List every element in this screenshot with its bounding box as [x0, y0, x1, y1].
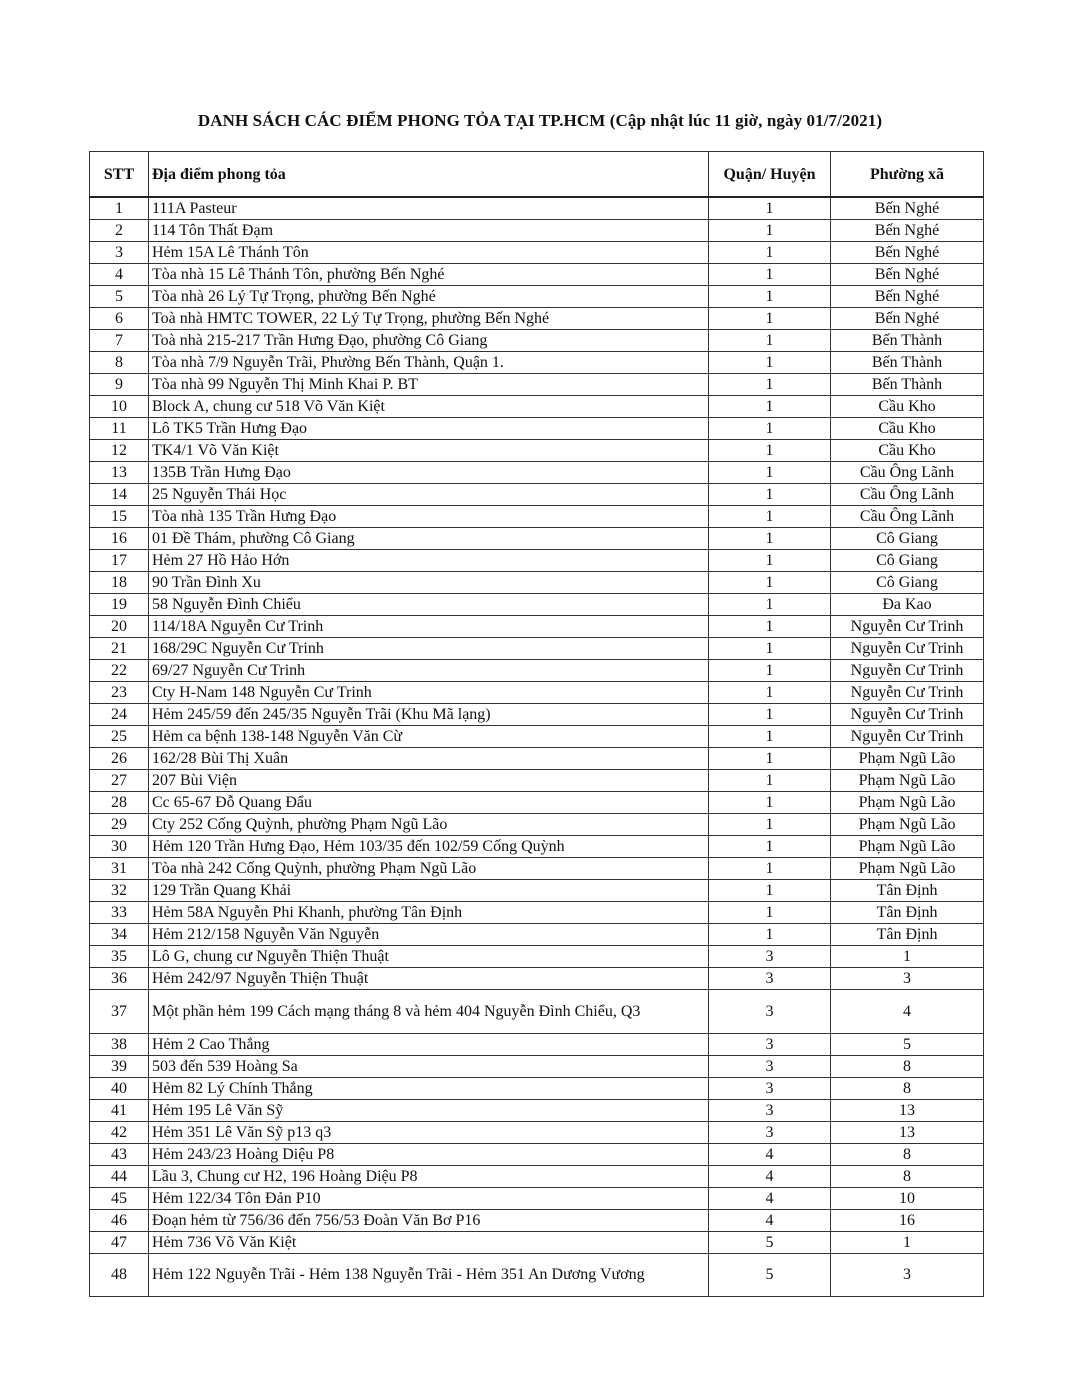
cell-ward: Phạm Ngũ Lão [831, 835, 984, 857]
table-row [90, 615, 984, 637]
table-body [90, 197, 984, 1296]
cell-district: 1 [709, 615, 831, 637]
table-row [90, 329, 984, 351]
cell-district: 1 [709, 593, 831, 615]
cell-location: 90 Trần Đình Xu [149, 571, 709, 593]
table-row [90, 483, 984, 505]
cell-stt: 38 [90, 1033, 149, 1055]
cell-location: Lô G, chung cư Nguyễn Thiện Thuật [149, 945, 709, 967]
cell-location: Hẻm 242/97 Nguyễn Thiện Thuật [149, 967, 709, 989]
cell-location: Đoạn hẻm từ 756/36 đến 756/53 Đoàn Văn Bơ P16 [149, 1209, 709, 1231]
cell-stt: 32 [90, 879, 149, 901]
cell-location: 111A Pasteur [149, 197, 709, 219]
table-row [90, 1209, 984, 1231]
cell-location: 168/29C Nguyễn Cư Trinh [149, 637, 709, 659]
cell-stt: 30 [90, 835, 149, 857]
cell-ward: Phạm Ngũ Lão [831, 791, 984, 813]
cell-location: Hẻm ca bệnh 138-148 Nguyễn Văn Cừ [149, 725, 709, 747]
cell-district: 1 [709, 549, 831, 571]
table-row [90, 285, 984, 307]
cell-district: 1 [709, 703, 831, 725]
cell-stt: 15 [90, 505, 149, 527]
cell-district: 3 [709, 1055, 831, 1077]
cell-stt: 9 [90, 373, 149, 395]
cell-ward: Bến Thành [831, 373, 984, 395]
cell-stt: 47 [90, 1231, 149, 1253]
cell-location: Hẻm 195 Lê Văn Sỹ [149, 1099, 709, 1121]
cell-location: 58 Nguyễn Đình Chiểu [149, 593, 709, 615]
cell-district: 1 [709, 285, 831, 307]
cell-ward: Cô Giang [831, 571, 984, 593]
cell-stt: 25 [90, 725, 149, 747]
header-district: Quận/ Huyện [709, 152, 831, 198]
cell-district: 3 [709, 1121, 831, 1143]
cell-location: Lầu 3, Chung cư H2, 196 Hoàng Diệu P8 [149, 1165, 709, 1187]
cell-stt: 29 [90, 813, 149, 835]
page-title: DANH SÁCH CÁC ĐIỂM PHONG TỎA TẠI TP.HCM (Cập nhật lúc 11 giờ, ngày 01/7/2021) [197, 111, 883, 130]
cell-ward: 1 [831, 945, 984, 967]
cell-location: Tòa nhà 26 Lý Tự Trọng, phường Bến Nghé [149, 285, 709, 307]
cell-stt: 36 [90, 967, 149, 989]
cell-ward: Phạm Ngũ Lão [831, 769, 984, 791]
cell-location: Hẻm 15A Lê Thánh Tôn [149, 241, 709, 263]
cell-district: 3 [709, 967, 831, 989]
table-row [90, 703, 984, 725]
table-row [90, 791, 984, 813]
table-row [90, 417, 984, 439]
lockdown-table [89, 151, 984, 1297]
table-row [90, 351, 984, 373]
cell-district: 3 [709, 945, 831, 967]
cell-district: 1 [709, 329, 831, 351]
table-row [90, 439, 984, 461]
cell-ward: Cầu Ông Lãnh [831, 505, 984, 527]
cell-ward: Nguyễn Cư Trinh [831, 681, 984, 703]
cell-stt: 23 [90, 681, 149, 703]
cell-location: Cty H-Nam 148 Nguyễn Cư Trinh [149, 681, 709, 703]
cell-district: 1 [709, 769, 831, 791]
cell-location: Block A, chung cư 518 Võ Văn Kiệt [149, 395, 709, 417]
cell-location: Hẻm 2 Cao Thắng [149, 1033, 709, 1055]
cell-stt: 34 [90, 923, 149, 945]
table-row [90, 263, 984, 285]
cell-stt: 5 [90, 285, 149, 307]
cell-district: 1 [709, 241, 831, 263]
cell-district: 1 [709, 747, 831, 769]
table-row [90, 1077, 984, 1099]
cell-stt: 13 [90, 461, 149, 483]
cell-district: 1 [709, 219, 831, 241]
cell-ward: Nguyễn Cư Trinh [831, 615, 984, 637]
cell-district: 1 [709, 659, 831, 681]
cell-district: 4 [709, 1187, 831, 1209]
cell-district: 1 [709, 571, 831, 593]
cell-stt: 2 [90, 219, 149, 241]
cell-ward: Cầu Ông Lãnh [831, 461, 984, 483]
cell-location: Hẻm 122 Nguyễn Trãi - Hẻm 138 Nguyễn Trãi - Hẻm 351 An Dương Vương [149, 1253, 709, 1296]
table-row [90, 1231, 984, 1253]
table-row [90, 769, 984, 791]
cell-ward: 3 [831, 967, 984, 989]
header-ward: Phường xã [831, 152, 984, 198]
cell-district: 1 [709, 307, 831, 329]
cell-location: Tòa nhà 242 Cống Quỳnh, phường Phạm Ngũ Lão [149, 857, 709, 879]
cell-ward: Cầu Kho [831, 439, 984, 461]
cell-location: Hẻm 351 Lê Văn Sỹ p13 q3 [149, 1121, 709, 1143]
cell-stt: 44 [90, 1165, 149, 1187]
cell-district: 1 [709, 879, 831, 901]
cell-stt: 27 [90, 769, 149, 791]
table-row [90, 1187, 984, 1209]
cell-district: 1 [709, 417, 831, 439]
cell-district: 1 [709, 439, 831, 461]
cell-location: Hẻm 82 Lý Chính Thắng [149, 1077, 709, 1099]
cell-district: 1 [709, 351, 831, 373]
table-row [90, 989, 984, 1033]
cell-stt: 41 [90, 1099, 149, 1121]
cell-stt: 8 [90, 351, 149, 373]
cell-stt: 42 [90, 1121, 149, 1143]
cell-district: 3 [709, 1033, 831, 1055]
cell-location: 25 Nguyễn Thái Học [149, 483, 709, 505]
table-row [90, 1165, 984, 1187]
cell-ward: Nguyễn Cư Trinh [831, 703, 984, 725]
cell-ward: Cầu Kho [831, 417, 984, 439]
cell-ward: Phạm Ngũ Lão [831, 857, 984, 879]
cell-ward: 13 [831, 1099, 984, 1121]
cell-ward: 4 [831, 989, 984, 1033]
cell-stt: 16 [90, 527, 149, 549]
cell-location: Hẻm 245/59 đến 245/35 Nguyễn Trãi (Khu Mã lạng) [149, 703, 709, 725]
table-row [90, 373, 984, 395]
table-row [90, 901, 984, 923]
cell-stt: 3 [90, 241, 149, 263]
cell-stt: 28 [90, 791, 149, 813]
table-row [90, 1055, 984, 1077]
cell-ward: Nguyễn Cư Trinh [831, 637, 984, 659]
cell-location: Toà nhà 215-217 Trần Hưng Đạo, phường Cô Giang [149, 329, 709, 351]
cell-stt: 24 [90, 703, 149, 725]
cell-district: 1 [709, 791, 831, 813]
cell-ward: Tân Định [831, 901, 984, 923]
cell-location: 135B Trần Hưng Đạo [149, 461, 709, 483]
table-row [90, 527, 984, 549]
cell-ward: 1 [831, 1231, 984, 1253]
cell-location: Hẻm 120 Trần Hưng Đạo, Hẻm 103/35 đến 102/59 Cống Quỳnh [149, 835, 709, 857]
cell-stt: 33 [90, 901, 149, 923]
table-row [90, 637, 984, 659]
cell-district: 1 [709, 373, 831, 395]
table-row [90, 725, 984, 747]
cell-ward: Cô Giang [831, 549, 984, 571]
cell-ward: Bến Thành [831, 329, 984, 351]
cell-location: TK4/1 Võ Văn Kiệt [149, 439, 709, 461]
table-row [90, 1253, 984, 1296]
cell-ward: Bến Thành [831, 351, 984, 373]
cell-location: 01 Đề Thám, phường Cô Giang [149, 527, 709, 549]
header-stt: STT [90, 152, 149, 198]
cell-district: 3 [709, 1099, 831, 1121]
cell-stt: 43 [90, 1143, 149, 1165]
table-row [90, 879, 984, 901]
cell-district: 1 [709, 901, 831, 923]
cell-location: Cc 65-67 Đỗ Quang Đẩu [149, 791, 709, 813]
cell-ward: Nguyễn Cư Trinh [831, 659, 984, 681]
table-row [90, 505, 984, 527]
cell-ward: Đa Kao [831, 593, 984, 615]
cell-district: 1 [709, 527, 831, 549]
cell-ward: 5 [831, 1033, 984, 1055]
table-row [90, 747, 984, 769]
cell-ward: Bến Nghé [831, 241, 984, 263]
cell-ward: 8 [831, 1077, 984, 1099]
cell-ward: 10 [831, 1187, 984, 1209]
cell-location: Hẻm 122/34 Tôn Đản P10 [149, 1187, 709, 1209]
cell-ward: Bến Nghé [831, 307, 984, 329]
cell-stt: 14 [90, 483, 149, 505]
table-row [90, 1099, 984, 1121]
cell-location: Hẻm 27 Hồ Hảo Hớn [149, 549, 709, 571]
cell-location: 114 Tôn Thất Đạm [149, 219, 709, 241]
cell-ward: 8 [831, 1055, 984, 1077]
cell-stt: 31 [90, 857, 149, 879]
cell-location: Tòa nhà 7/9 Nguyễn Trãi, Phường Bến Thành, Quận 1. [149, 351, 709, 373]
cell-location: Cty 252 Cống Quỳnh, phường Phạm Ngũ Lão [149, 813, 709, 835]
cell-ward: Phạm Ngũ Lão [831, 813, 984, 835]
cell-district: 1 [709, 483, 831, 505]
cell-location: Tòa nhà 99 Nguyễn Thị Minh Khai P. BT [149, 373, 709, 395]
cell-district: 5 [709, 1231, 831, 1253]
cell-stt: 11 [90, 417, 149, 439]
cell-ward: Tân Định [831, 879, 984, 901]
cell-stt: 19 [90, 593, 149, 615]
table-row [90, 549, 984, 571]
cell-location: Một phần hẻm 199 Cách mạng tháng 8 và hẻm 404 Nguyễn Đình Chiểu, Q3 [149, 989, 709, 1033]
cell-ward: Cầu Ông Lãnh [831, 483, 984, 505]
table-row [90, 1033, 984, 1055]
table-row [90, 395, 984, 417]
cell-ward: Bến Nghé [831, 263, 984, 285]
table-row [90, 1143, 984, 1165]
cell-stt: 46 [90, 1209, 149, 1231]
cell-location: 503 đến 539 Hoàng Sa [149, 1055, 709, 1077]
table-row [90, 813, 984, 835]
cell-stt: 17 [90, 549, 149, 571]
cell-location: 207 Bùi Viện [149, 769, 709, 791]
table-row [90, 197, 984, 219]
cell-location: Toà nhà HMTC TOWER, 22 Lý Tự Trọng, phường Bến Nghé [149, 307, 709, 329]
cell-location: Tòa nhà 135 Trần Hưng Đạo [149, 505, 709, 527]
cell-ward: Tân Định [831, 923, 984, 945]
cell-ward: 16 [831, 1209, 984, 1231]
cell-district: 1 [709, 395, 831, 417]
table-row [90, 923, 984, 945]
cell-location: Tòa nhà 15 Lê Thánh Tôn, phường Bến Nghé [149, 263, 709, 285]
cell-district: 1 [709, 263, 831, 285]
cell-ward: Cô Giang [831, 527, 984, 549]
cell-ward: 8 [831, 1143, 984, 1165]
cell-stt: 4 [90, 263, 149, 285]
cell-location: 129 Trần Quang Khải [149, 879, 709, 901]
cell-location: Hẻm 58A Nguyễn Phi Khanh, phường Tân Định [149, 901, 709, 923]
cell-district: 4 [709, 1165, 831, 1187]
table-row [90, 967, 984, 989]
cell-stt: 7 [90, 329, 149, 351]
table-row [90, 857, 984, 879]
cell-stt: 10 [90, 395, 149, 417]
table-row [90, 461, 984, 483]
cell-ward: Nguyễn Cư Trinh [831, 725, 984, 747]
cell-ward: Bến Nghé [831, 285, 984, 307]
cell-location: 162/28 Bùi Thị Xuân [149, 747, 709, 769]
cell-location: 69/27 Nguyễn Cư Trinh [149, 659, 709, 681]
cell-location: 114/18A Nguyễn Cư Trinh [149, 615, 709, 637]
cell-ward: 3 [831, 1253, 984, 1296]
cell-stt: 26 [90, 747, 149, 769]
cell-district: 1 [709, 725, 831, 747]
table-row [90, 241, 984, 263]
table-row [90, 1121, 984, 1143]
cell-ward: Bến Nghé [831, 197, 984, 219]
table-row [90, 945, 984, 967]
table-row [90, 219, 984, 241]
table-row [90, 835, 984, 857]
cell-district: 1 [709, 505, 831, 527]
cell-district: 4 [709, 1143, 831, 1165]
header-location: Địa điểm phong tỏa [149, 152, 709, 198]
cell-district: 1 [709, 197, 831, 219]
cell-stt: 20 [90, 615, 149, 637]
cell-district: 1 [709, 461, 831, 483]
cell-district: 3 [709, 1077, 831, 1099]
table-row [90, 307, 984, 329]
cell-ward: Cầu Kho [831, 395, 984, 417]
cell-district: 3 [709, 989, 831, 1033]
cell-stt: 22 [90, 659, 149, 681]
cell-ward: Bến Nghé [831, 219, 984, 241]
cell-stt: 48 [90, 1253, 149, 1296]
table-row [90, 593, 984, 615]
cell-stt: 45 [90, 1187, 149, 1209]
cell-ward: 8 [831, 1165, 984, 1187]
cell-location: Hẻm 736 Võ Văn Kiệt [149, 1231, 709, 1253]
cell-stt: 21 [90, 637, 149, 659]
cell-stt: 12 [90, 439, 149, 461]
cell-district: 1 [709, 857, 831, 879]
cell-stt: 6 [90, 307, 149, 329]
cell-ward: 13 [831, 1121, 984, 1143]
cell-stt: 39 [90, 1055, 149, 1077]
cell-district: 1 [709, 637, 831, 659]
cell-stt: 1 [90, 197, 149, 219]
cell-location: Lô TK5 Trần Hưng Đạo [149, 417, 709, 439]
cell-ward: Phạm Ngũ Lão [831, 747, 984, 769]
cell-district: 5 [709, 1253, 831, 1296]
cell-district: 4 [709, 1209, 831, 1231]
cell-district: 1 [709, 835, 831, 857]
cell-district: 1 [709, 923, 831, 945]
cell-location: Hẻm 243/23 Hoàng Diệu P8 [149, 1143, 709, 1165]
cell-district: 1 [709, 813, 831, 835]
table-header-row [90, 152, 984, 198]
table-row [90, 681, 984, 703]
cell-location: Hẻm 212/158 Nguyễn Văn Nguyễn [149, 923, 709, 945]
table-row [90, 659, 984, 681]
table-row [90, 571, 984, 593]
cell-stt: 18 [90, 571, 149, 593]
cell-stt: 40 [90, 1077, 149, 1099]
cell-district: 1 [709, 681, 831, 703]
cell-stt: 37 [90, 989, 149, 1033]
cell-stt: 35 [90, 945, 149, 967]
